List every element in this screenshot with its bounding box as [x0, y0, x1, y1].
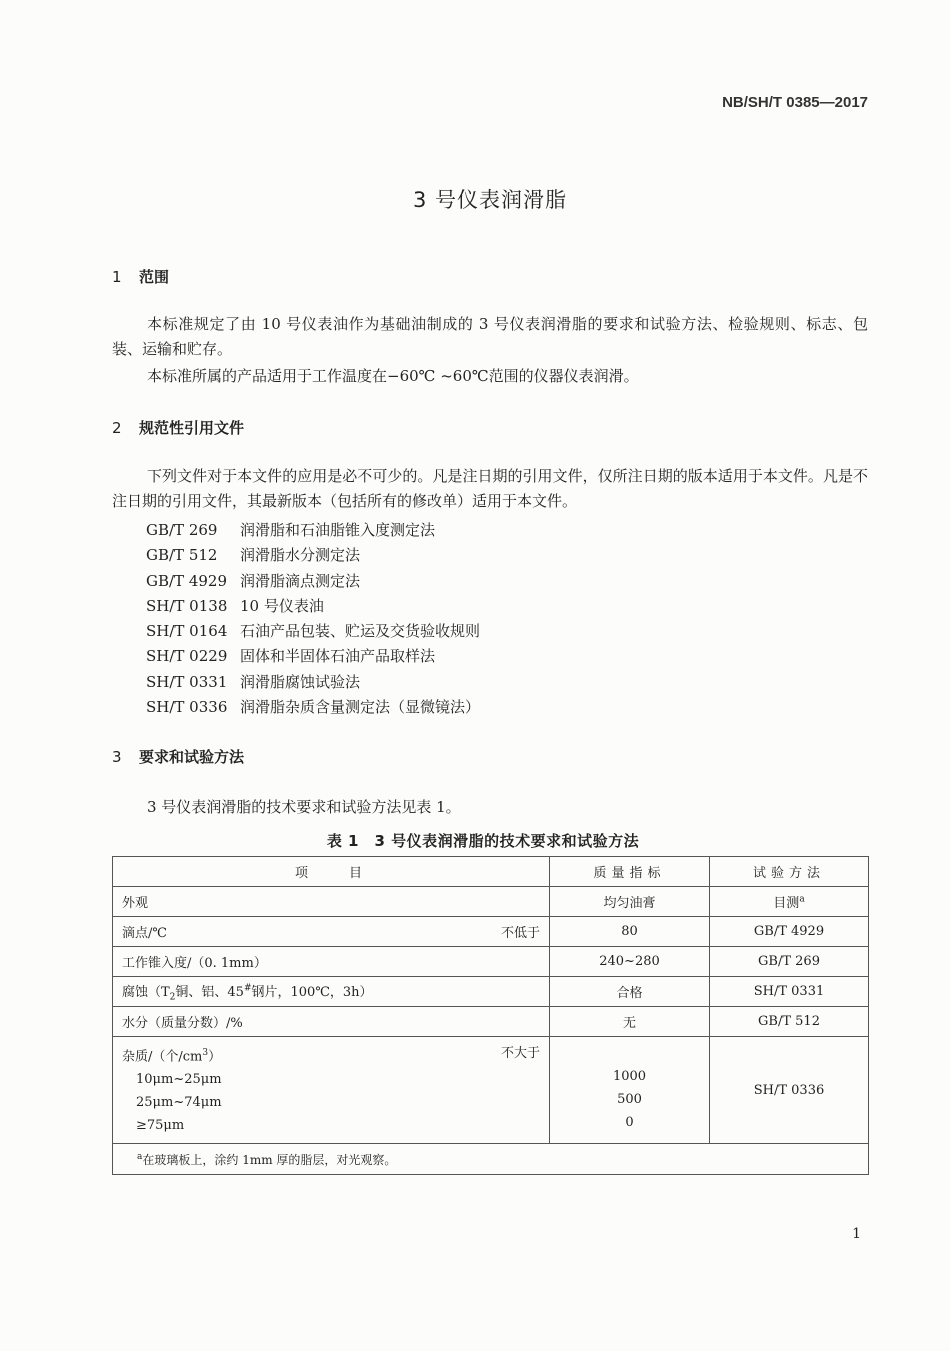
document-title: 3 号仪表润滑脂 [412, 188, 568, 212]
item-text: 滴点/℃ [122, 926, 167, 941]
section-1-number: 1 [112, 268, 122, 286]
reference-code: SH/T 0164 [146, 622, 228, 641]
row-item [113, 917, 550, 947]
section-2-number: 2 [112, 419, 122, 437]
limit-text: 不大于 [500, 1046, 540, 1061]
reference-item [146, 594, 480, 619]
row-method: GB/T 4929 [710, 917, 869, 947]
section-1-heading [112, 266, 169, 287]
reference-item [146, 644, 480, 669]
table-caption: 表 1 3 号仪表润滑脂的技术要求和试验方法 [326, 832, 640, 850]
section-3-number: 3 [112, 748, 122, 766]
row-value: 240~280 [550, 947, 710, 977]
reference-code: SH/T 0229 [146, 647, 228, 666]
sub-value: 500 [617, 1092, 642, 1107]
section-1-paragraph-1: 本标准规定了由 10 号仪表油作为基础油制成的 3 号仪表润滑脂的要求和试验方法、检验规则、标志、包装、运输和贮存。 [112, 315, 868, 358]
header-item: 项 目 [113, 857, 550, 887]
row-item [113, 977, 550, 1007]
reference-item [146, 569, 480, 594]
limit-text: 不低于 [500, 926, 540, 941]
impurities-label [122, 1042, 540, 1068]
section-3-paragraph: 3 号仪表润滑脂的技术要求和试验方法见表 1。 [147, 798, 461, 816]
table-row [113, 977, 869, 1007]
row-value: 均匀油膏 [550, 887, 710, 917]
table-footnote-row [113, 1144, 869, 1175]
reference-item [146, 543, 480, 568]
standard-code: NB/SH/T 0385—2017 [722, 94, 868, 111]
item-text: 铜、铝、45 [175, 984, 244, 1000]
method-text: 目测 [773, 896, 800, 911]
footnote-mark: a [137, 1151, 143, 1162]
item-text: 腐蚀（T [122, 984, 170, 1000]
table-row [113, 887, 869, 917]
row-value: 80 [550, 917, 710, 947]
reference-list [146, 518, 480, 720]
section-3-heading [112, 746, 244, 767]
spec-table [112, 856, 869, 1175]
row-item: 外观 [113, 887, 550, 917]
reference-title: 10 号仪表油 [240, 596, 324, 615]
row-value: 无 [550, 1007, 710, 1037]
reference-code: SH/T 0138 [146, 596, 228, 615]
sub-value: 0 [625, 1115, 634, 1130]
row-method [710, 887, 869, 917]
row-method: GB/T 269 [710, 947, 869, 977]
reference-item [146, 670, 480, 695]
row-method: SH/T 0336 [710, 1037, 869, 1144]
sub-value: 1000 [612, 1069, 647, 1084]
header-index: 质量指标 [550, 857, 710, 887]
sub-item: 25μm~74μm [136, 1095, 222, 1111]
item-subscript: 2 [169, 992, 176, 1003]
table-row [113, 1037, 869, 1144]
row-item: 水分（质量分数）/% [113, 1007, 550, 1037]
reference-item [146, 695, 480, 720]
reference-title: 润滑脂和石油脂锥入度测定法 [240, 521, 436, 539]
reference-code: SH/T 0331 [146, 672, 228, 691]
section-3-title: 要求和试验方法 [139, 748, 245, 766]
page-number: 1 [852, 1226, 861, 1242]
section-2-title: 规范性引用文件 [139, 419, 245, 437]
reference-code: SH/T 0336 [146, 698, 228, 717]
reference-item [146, 619, 480, 644]
table-row [113, 1007, 869, 1037]
reference-title: 石油产品包装、贮运及交货验收规则 [240, 622, 481, 641]
reference-code: GB/T 269 [146, 521, 218, 539]
row-method: GB/T 512 [710, 1007, 869, 1037]
item-text: 杂质/（个/cm [122, 1049, 203, 1065]
section-2-intro: 下列文件对于本文件的应用是必不可少的。凡是注日期的引用文件，仅所注日期的版本适用于本文件。凡是不注日期的引用文件，其最新版本（包括所有的修改单）适用于本文件。 [112, 467, 868, 510]
table-header-row [113, 857, 869, 887]
sub-item: ≥75μm [136, 1118, 185, 1134]
table-row [113, 947, 869, 977]
section-1-paragraph-2: 本标准所属的产品适用于工作温度在−60℃ ~60℃范围的仪器仪表润滑。 [147, 367, 639, 385]
sub-item: 10μm~25μm [136, 1072, 222, 1088]
row-value [550, 1037, 710, 1144]
reference-item [146, 518, 480, 543]
row-item [113, 1037, 550, 1144]
section-2-heading [112, 417, 244, 438]
reference-code: GB/T 512 [146, 546, 218, 565]
section-1-title: 范围 [139, 268, 170, 286]
item-superscript: 3 [202, 1048, 209, 1058]
reference-title: 润滑脂水分测定法 [240, 546, 361, 565]
row-value: 合格 [550, 977, 710, 1007]
reference-title: 润滑脂杂质含量测定法（显微镜法） [240, 698, 481, 717]
item-text: ） [208, 1049, 222, 1065]
header-method: 试验方法 [710, 857, 869, 887]
item-superscript: # [243, 983, 252, 994]
footnote-text: 在玻璃板上，涂约 1mm 厚的脂层，对光观察。 [142, 1152, 397, 1167]
reference-code: GB/T 4929 [146, 571, 228, 590]
row-method: SH/T 0331 [710, 977, 869, 1007]
item-text: 钢片，100℃，3h） [251, 984, 373, 1000]
table-footnote [113, 1144, 869, 1175]
table-row [113, 917, 869, 947]
reference-title: 润滑脂滴点测定法 [240, 571, 361, 590]
footnote-mark: a [799, 894, 805, 905]
row-item: 工作锥入度/（0. 1mm） [113, 947, 550, 977]
reference-title: 润滑脂腐蚀试验法 [240, 672, 361, 691]
reference-title: 固体和半固体石油产品取样法 [240, 647, 436, 666]
